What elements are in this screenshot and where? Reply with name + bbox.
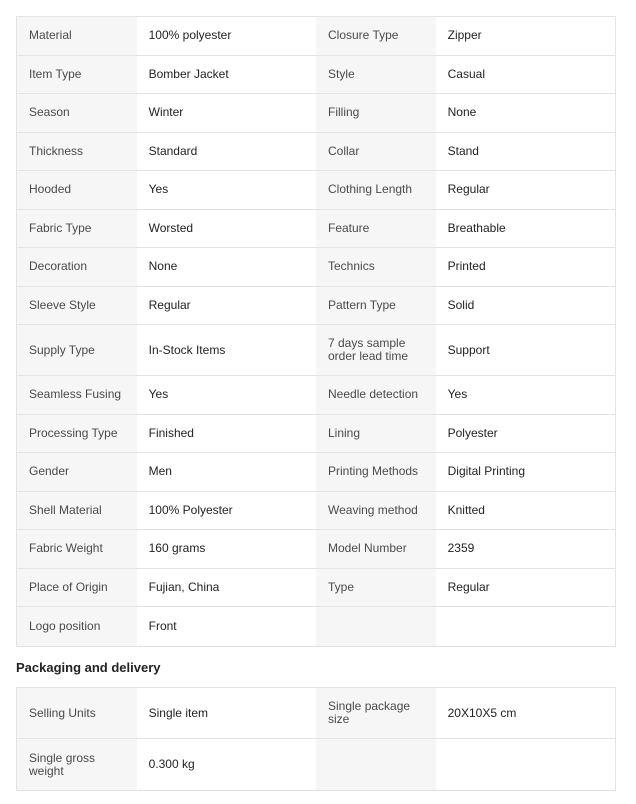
attribute-label: Single package size (316, 688, 436, 738)
attribute-value: Casual (436, 56, 615, 94)
attribute-label: Needle detection (316, 376, 436, 414)
attributes-table (16, 16, 616, 647)
attribute-label: Clothing Length (316, 171, 436, 209)
attribute-value: Stand (436, 133, 615, 171)
attribute-label: Gender (17, 453, 137, 491)
table-row (17, 17, 615, 56)
table-row (17, 688, 615, 739)
table-row (17, 607, 615, 646)
attribute-label: Type (316, 569, 436, 607)
attribute-value: Yes (137, 376, 316, 414)
table-row (17, 133, 615, 172)
attribute-label: Model Number (316, 530, 436, 568)
section-title-packaging: Packaging and delivery (16, 660, 161, 675)
attribute-value: Single item (137, 688, 316, 738)
attribute-label: Style (316, 56, 436, 94)
attribute-value: Support (436, 325, 615, 375)
attribute-value: 0.300 kg (137, 739, 316, 790)
attribute-label: Processing Type (17, 415, 137, 453)
attribute-value: Solid (436, 287, 615, 325)
attribute-value: Zipper (436, 17, 615, 55)
attribute-value: Standard (137, 133, 316, 171)
attribute-value: 160 grams (137, 530, 316, 568)
attribute-label: Pattern Type (316, 287, 436, 325)
attribute-label: Material (17, 17, 137, 55)
attribute-value: Regular (436, 171, 615, 209)
attribute-value: None (137, 248, 316, 286)
table-row (17, 376, 615, 415)
attribute-value (436, 739, 615, 790)
attribute-value: Yes (137, 171, 316, 209)
attribute-label: Supply Type (17, 325, 137, 375)
attribute-value: Digital Printing (436, 453, 615, 491)
attribute-label: Season (17, 94, 137, 132)
attribute-label: 7 days sample order lead time (316, 325, 436, 375)
attribute-value: 100% polyester (137, 17, 316, 55)
attribute-value: 20X10X5 cm (436, 688, 615, 738)
attribute-label: Collar (316, 133, 436, 171)
table-row (17, 56, 615, 95)
attribute-value: Men (137, 453, 316, 491)
attribute-label: Filling (316, 94, 436, 132)
attribute-value: In-Stock Items (137, 325, 316, 375)
attribute-label (316, 739, 436, 790)
attribute-label: Decoration (17, 248, 137, 286)
attribute-label: Fabric Type (17, 210, 137, 248)
attribute-value (436, 607, 615, 646)
attribute-value: Breathable (436, 210, 615, 248)
attribute-label: Selling Units (17, 688, 137, 738)
table-row (17, 248, 615, 287)
packaging-table (16, 687, 616, 791)
table-row (17, 530, 615, 569)
attribute-value: Yes (436, 376, 615, 414)
attribute-value: Polyester (436, 415, 615, 453)
attribute-label: Item Type (17, 56, 137, 94)
attribute-label: Sleeve Style (17, 287, 137, 325)
attribute-label: Feature (316, 210, 436, 248)
attribute-value: 2359 (436, 530, 615, 568)
attribute-label: Closure Type (316, 17, 436, 55)
table-row (17, 325, 615, 376)
attribute-label: Shell Material (17, 492, 137, 530)
table-row (17, 569, 615, 608)
table-row (17, 492, 615, 531)
attribute-label: Thickness (17, 133, 137, 171)
table-row (17, 171, 615, 210)
attribute-label: Fabric Weight (17, 530, 137, 568)
attribute-value: Regular (137, 287, 316, 325)
attribute-value: Regular (436, 569, 615, 607)
table-row (17, 94, 615, 133)
attribute-label: Printing Methods (316, 453, 436, 491)
attribute-label: Single gross weight (17, 739, 137, 790)
attribute-value: 100% Polyester (137, 492, 316, 530)
attribute-label: Logo position (17, 607, 137, 646)
attribute-label (316, 607, 436, 646)
table-row (17, 287, 615, 326)
table-row (17, 739, 615, 790)
attribute-label: Weaving method (316, 492, 436, 530)
attribute-label: Seamless Fusing (17, 376, 137, 414)
attribute-value: Winter (137, 94, 316, 132)
attribute-label: Technics (316, 248, 436, 286)
table-row (17, 453, 615, 492)
table-row (17, 415, 615, 454)
attribute-label: Hooded (17, 171, 137, 209)
attribute-value: Printed (436, 248, 615, 286)
attribute-value: Knitted (436, 492, 615, 530)
attribute-value: Bomber Jacket (137, 56, 316, 94)
attribute-value: Finished (137, 415, 316, 453)
attribute-value: Front (137, 607, 316, 646)
attribute-value: Fujian, China (137, 569, 316, 607)
attribute-value: Worsted (137, 210, 316, 248)
attribute-label: Place of Origin (17, 569, 137, 607)
attribute-value: None (436, 94, 615, 132)
table-row (17, 210, 615, 249)
attribute-label: Lining (316, 415, 436, 453)
